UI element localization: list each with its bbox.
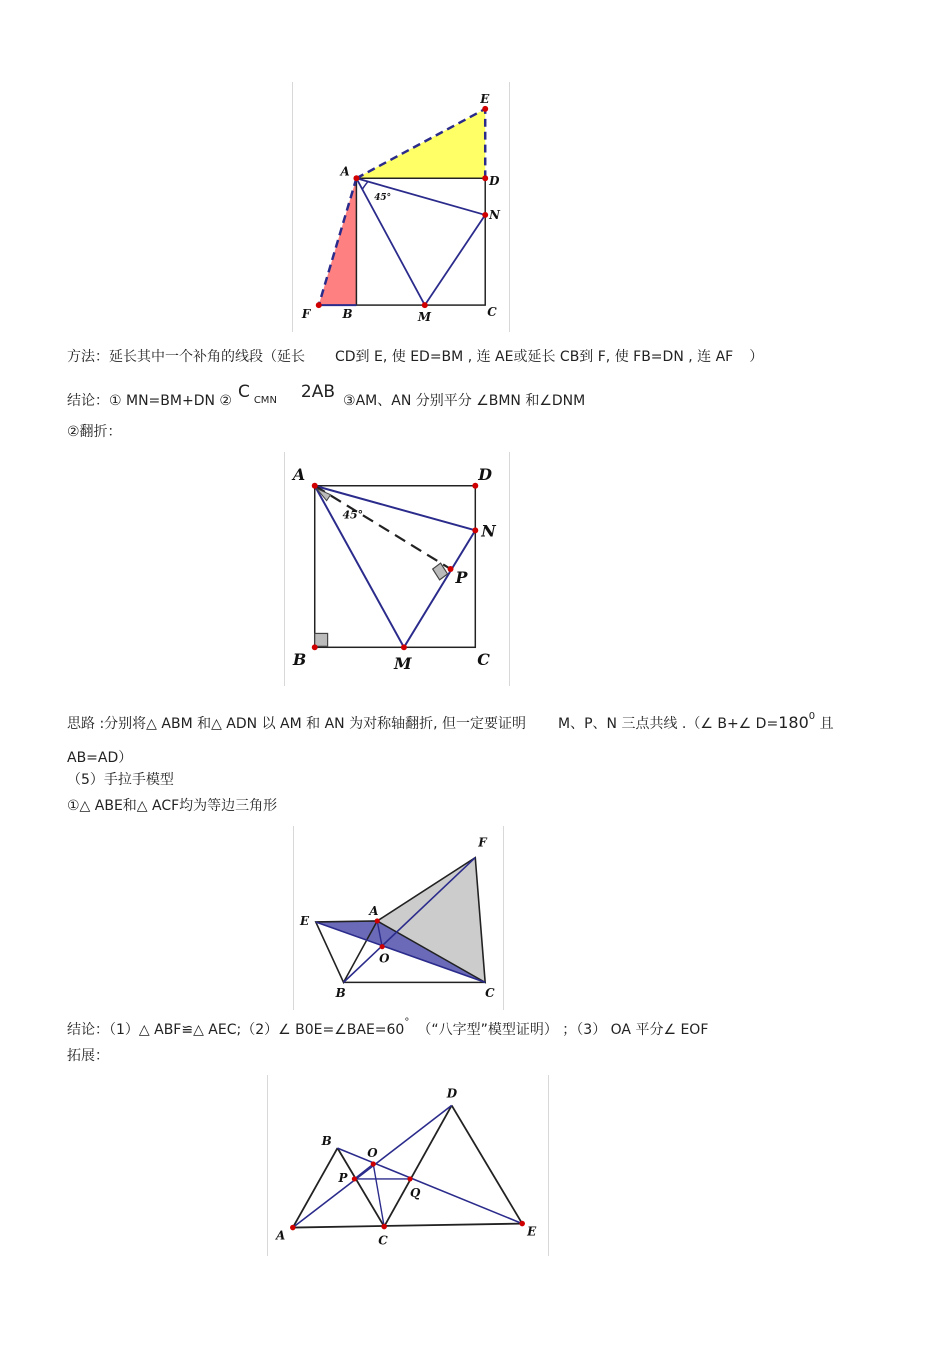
segment-cd (384, 1105, 452, 1226)
idea-text-c: 且 (815, 716, 834, 732)
point-m (422, 302, 428, 308)
label-m: M (417, 309, 432, 324)
point-n-2 (472, 527, 478, 533)
point-o-4 (371, 1161, 376, 1166)
method-text-c: ） (749, 349, 764, 365)
conclusion1-line (67, 382, 586, 412)
label-d-4: D (446, 1086, 458, 1101)
conclusion2-text-a: 结论：（1）△ ABF≌△ AEC;（2）∠ B0E=∠BAE=60 (67, 1022, 405, 1038)
label-a-4: A (275, 1228, 286, 1243)
segment-op (354, 1164, 373, 1179)
figure-square-extension (292, 82, 510, 332)
segment-ace (293, 1224, 522, 1228)
figure1-svg (293, 82, 509, 332)
label-a: A (340, 164, 350, 179)
point-e-4 (519, 1221, 525, 1227)
label-n-2: N (481, 521, 496, 541)
segment-de (452, 1105, 522, 1223)
point-m-2 (401, 644, 407, 650)
method-text-b: CD到 E, 使 ED=BM , 连 AE或延长 CB到 F, 使 FB=DN , 连 AF (335, 349, 734, 365)
conclusion2-line (67, 1017, 709, 1041)
method-text-a: 方法：延长其中一个补角的线段（延长 (67, 349, 305, 365)
idea-superscript: 0 (808, 711, 816, 722)
triangle-ade-yellow (356, 109, 485, 178)
point-a (353, 175, 359, 181)
perimeter-value: 2AB (300, 382, 336, 402)
label-p: P (455, 567, 468, 587)
label-a-2: A (292, 464, 306, 484)
label-d-2: D (478, 464, 493, 484)
point-c-4 (381, 1224, 387, 1230)
label-o-4: O (367, 1146, 378, 1161)
segment-mn (425, 215, 485, 305)
label-angle-45-2: 45° (342, 508, 364, 522)
segment-be (338, 1148, 523, 1223)
right-angle-mark-b (315, 633, 328, 646)
idea-text-b: M、P、N 三点共线 .（∠ B+∠ D= (558, 716, 779, 732)
figure-extension (267, 1075, 549, 1256)
label-m-2: M (394, 654, 412, 674)
label-c-4: C (378, 1233, 388, 1248)
figure4-svg (268, 1075, 548, 1256)
conclusion2-text-b: （“八字型”模型证明） ；（3） OA 平分∠ EOF (417, 1022, 709, 1038)
label-c: C (487, 304, 497, 319)
method-line (67, 348, 763, 366)
idea-text-a: 思路 :分别将△ ABM 和△ ADN 以 AM 和 AN 为对称轴翻折, 但一定要证明 (67, 716, 526, 732)
point-a-4 (290, 1225, 296, 1231)
label-angle-45: 45° (374, 193, 392, 204)
point-f (316, 302, 322, 308)
label-p-4: P (338, 1170, 348, 1185)
point-p (448, 566, 454, 572)
perimeter-subscript: CMN (253, 395, 277, 406)
segment-ad (293, 1105, 452, 1227)
point-d (482, 175, 488, 181)
perimeter-symbol: C (237, 382, 250, 402)
idea-number: 180 (778, 713, 809, 732)
flip-heading: ②翻折： (67, 424, 122, 440)
label-b: B (342, 306, 353, 321)
label-f: F (301, 306, 311, 321)
figure-square-flip (284, 452, 510, 686)
label-f-3: F (478, 835, 487, 850)
label-e: E (480, 91, 490, 106)
idea-line (67, 711, 834, 735)
segment-ab (293, 1148, 338, 1227)
point-e (482, 106, 488, 112)
point-q-4 (407, 1176, 412, 1181)
label-q-4: Q (409, 1185, 421, 1200)
point-b-2 (312, 644, 318, 650)
label-c-3: C (485, 986, 495, 1001)
point-a-3 (375, 918, 380, 923)
figure-hand-in-hand (293, 826, 504, 1010)
label-b-2: B (292, 650, 307, 670)
point-p-4 (352, 1176, 357, 1181)
label-n: N (489, 207, 501, 222)
conclusion1-text-b: ③AM、AN 分别平分 ∠BMN 和∠DNM (343, 393, 586, 409)
point-o (380, 944, 385, 949)
figure3-svg (294, 826, 503, 1010)
label-o: O (379, 951, 390, 966)
label-c-2: C (477, 650, 490, 670)
item1-line: ①△ ABE和△ ACF均为等边三角形 (67, 798, 278, 814)
label-e-3: E (299, 913, 310, 928)
point-a-2 (312, 483, 318, 489)
label-b-4: B (321, 1134, 332, 1149)
conclusion1-text-a: 结论：① MN=BM+DN ② (67, 393, 232, 409)
segment-an-2 (315, 486, 476, 531)
idea-cont-line: AB=AD） (67, 750, 133, 766)
label-b-3: B (335, 986, 346, 1001)
section5-heading: （5）手拉手模型 (67, 772, 174, 788)
angle-45-mark (362, 181, 368, 189)
label-d: D (489, 174, 500, 189)
extension-heading: 拓展： (67, 1048, 109, 1064)
dashed-ap (315, 486, 451, 569)
figure2-svg (285, 452, 509, 686)
point-n (482, 212, 488, 218)
label-e-4: E (527, 1224, 537, 1239)
label-a-3: A (369, 904, 379, 919)
degree-symbol: ° (404, 1017, 410, 1028)
